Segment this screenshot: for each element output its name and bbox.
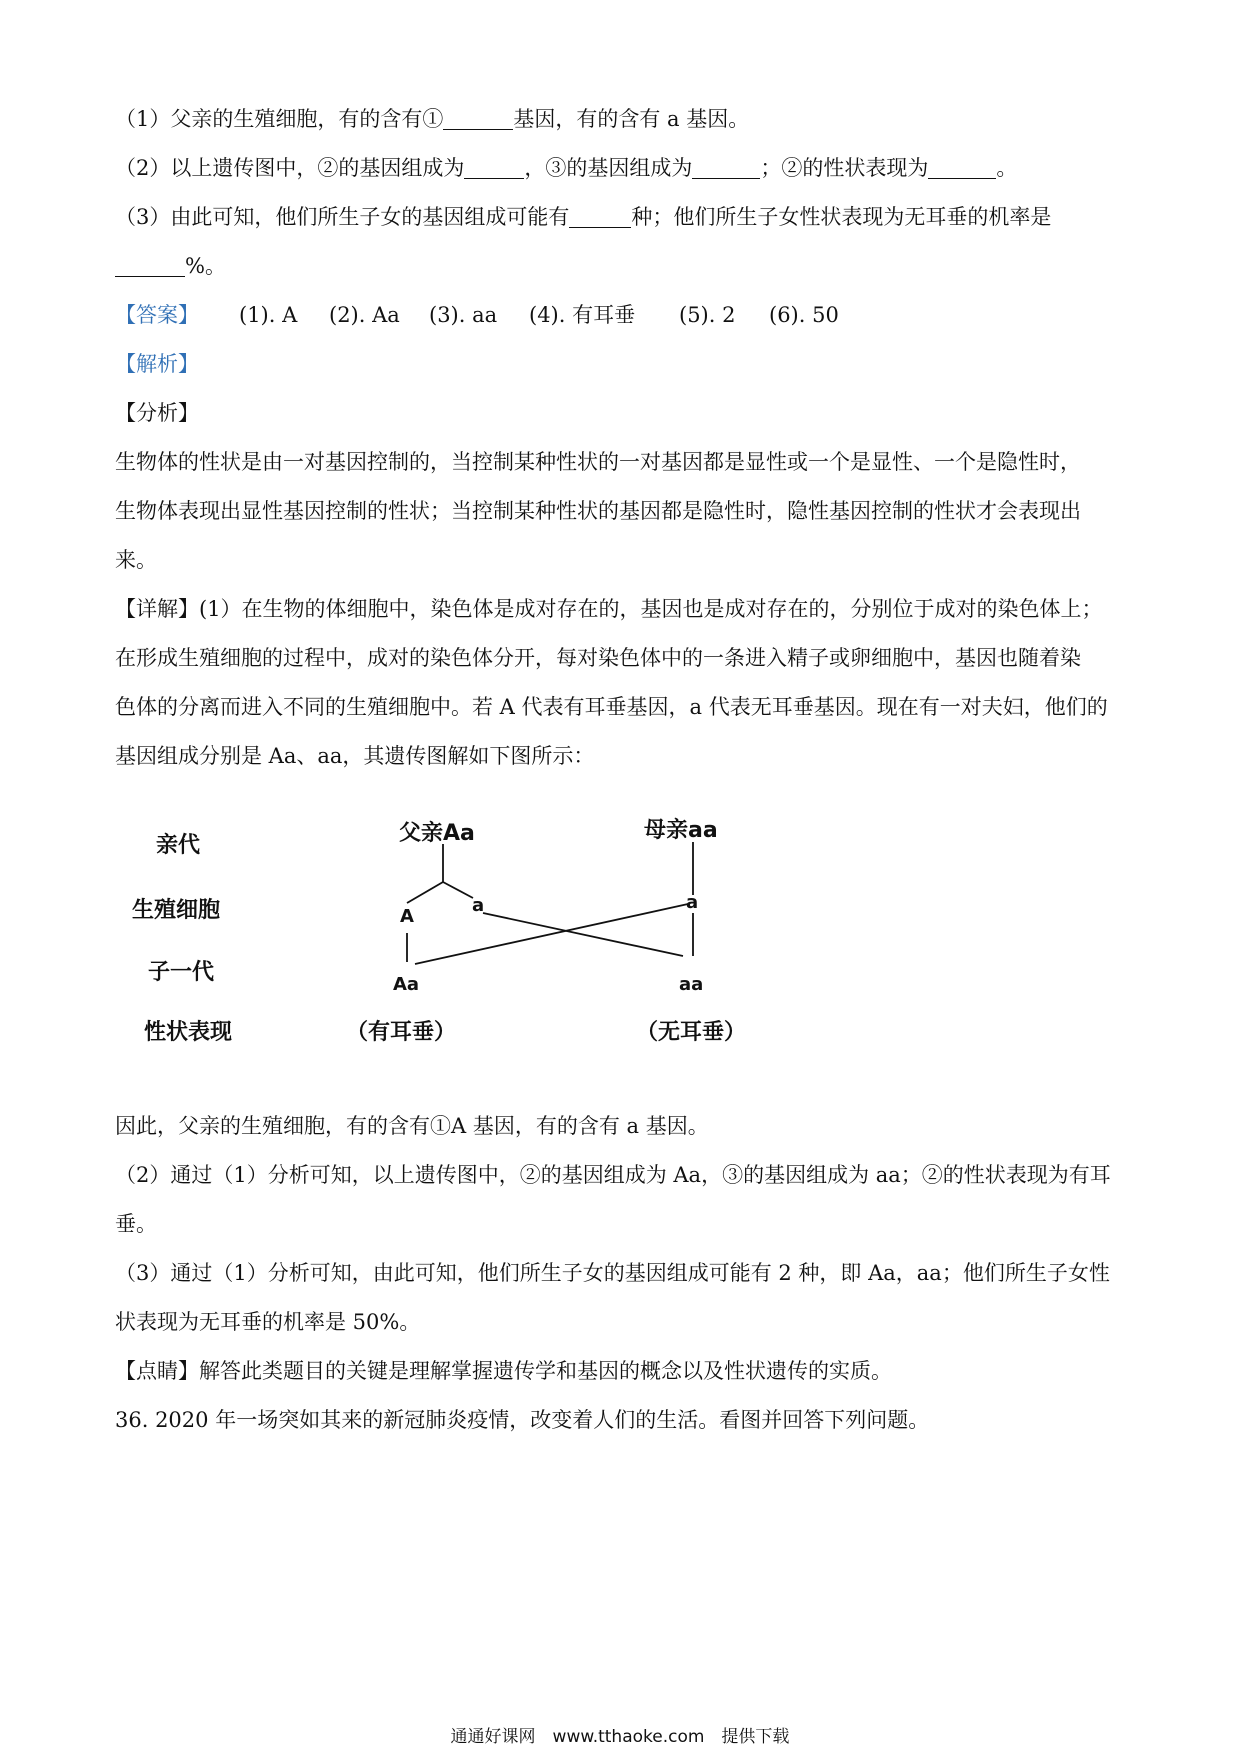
child-right: aa [679,974,704,995]
detail-line: 在形成生殖细胞的过程中，成对的染色体分开，每对染色体中的一条进入精子或卵细胞中，基因也随着染 [115,646,1081,670]
gamete-a-father: a [472,895,485,916]
gamete-a-mother: a [686,892,699,913]
conclusion-line: 状表现为无耳垂的机率是 50%。 [115,1310,421,1334]
answer-label: 【答案】 [115,303,199,327]
answer-row [115,300,839,330]
answer-item: (5). 2 [679,303,736,327]
answer-item: (1). A [239,303,298,327]
mother-label: 母亲aa [644,818,718,843]
answer-blank[interactable] [464,156,524,179]
trait-left: （有耳垂） [346,1020,457,1045]
answer-item: (6). 50 [769,303,839,327]
conclusion-line: 垂。 [115,1212,157,1236]
father-label: 父亲Aa [399,821,475,846]
row-label-parent: 亲代 [156,833,201,858]
question-1: （1）父亲的生殖细胞，有的含有① 基因，有的含有 a 基因。 [115,107,750,131]
answer-blank[interactable] [569,205,631,228]
trait-right: （无耳垂） [636,1020,747,1045]
genetic-diagram [120,808,780,1078]
question-2: （2）以上遗传图中，②的基因组成为 ，③的基因组成为 ；②的性状表现为 。 [115,156,1018,180]
question-3: （3）由此可知，他们所生子女的基因组成可能有 种；他们所生子女性状表现为无耳垂的机率是 [115,205,1052,229]
row-label-gamete: 生殖细胞 [132,898,221,923]
conclusion-line: （3）通过（1）分析可知，由此可知，他们所生子女的基因组成可能有 2 种，即 Aa，aa；他们所生子女性 [115,1261,1110,1285]
analysis-line: 来。 [115,548,157,572]
gamete-A: A [400,906,414,927]
answer-blank[interactable] [115,254,185,277]
question-36: 36. 2020 年一场突如其来的新冠肺炎疫情，改变着人们的生活。看图并回答下列问题。 [115,1408,930,1432]
child-left: Aa [393,974,420,995]
detail-line: 色体的分离而进入不同的生殖细胞中。若 A 代表有耳垂基因，a 代表无耳垂基因。现在有一对夫妇，他们的 [115,695,1108,719]
answer-item: (2). Aa [329,303,400,327]
conclusion-line: （2）通过（1）分析可知，以上遗传图中，②的基因组成为 Aa，③的基因组成为 aa；②的性状表现为有耳 [115,1163,1111,1187]
jiexi-label: 【解析】 [115,352,199,376]
answer-item: (3). aa [429,303,498,327]
answer-item: (4). 有耳垂 [529,303,636,327]
answer-blank[interactable] [692,156,760,179]
row-label-trait: 性状表现 [144,1020,233,1045]
footer-watermark: 通通好课网 www.tthaoke.com 提供下载 [450,1727,790,1747]
conclusion-line: 因此，父亲的生殖细胞，有的含有①A 基因，有的含有 a 基因。 [115,1114,709,1138]
analysis-line: 生物体表现出显性基因控制的性状；当控制某种性状的基因都是隐性时，隐性基因控制的性状才会表现出 [115,499,1081,523]
question-3-cont: %。 [115,251,226,281]
answer-blank[interactable] [928,156,996,179]
detail-line: 基因组成分别是 Aa、aa，其遗传图解如下图所示： [115,744,595,768]
analysis-label: 【分析】 [115,401,199,425]
answer-blank[interactable] [443,107,513,130]
row-label-child: 子一代 [148,960,215,985]
key-point: 【点睛】解答此类题目的关键是理解掌握遗传学和基因的概念以及性状遗传的实质。 [115,1359,892,1383]
detail-line: 【详解】(1）在生物的体细胞中，染色体是成对存在的，基因也是成对存在的，分别位于成对的染色体上； [115,597,1103,621]
analysis-line: 生物体的性状是由一对基因控制的，当控制某种性状的一对基因都是显性或一个是显性、一个是隐性时， [115,450,1081,474]
